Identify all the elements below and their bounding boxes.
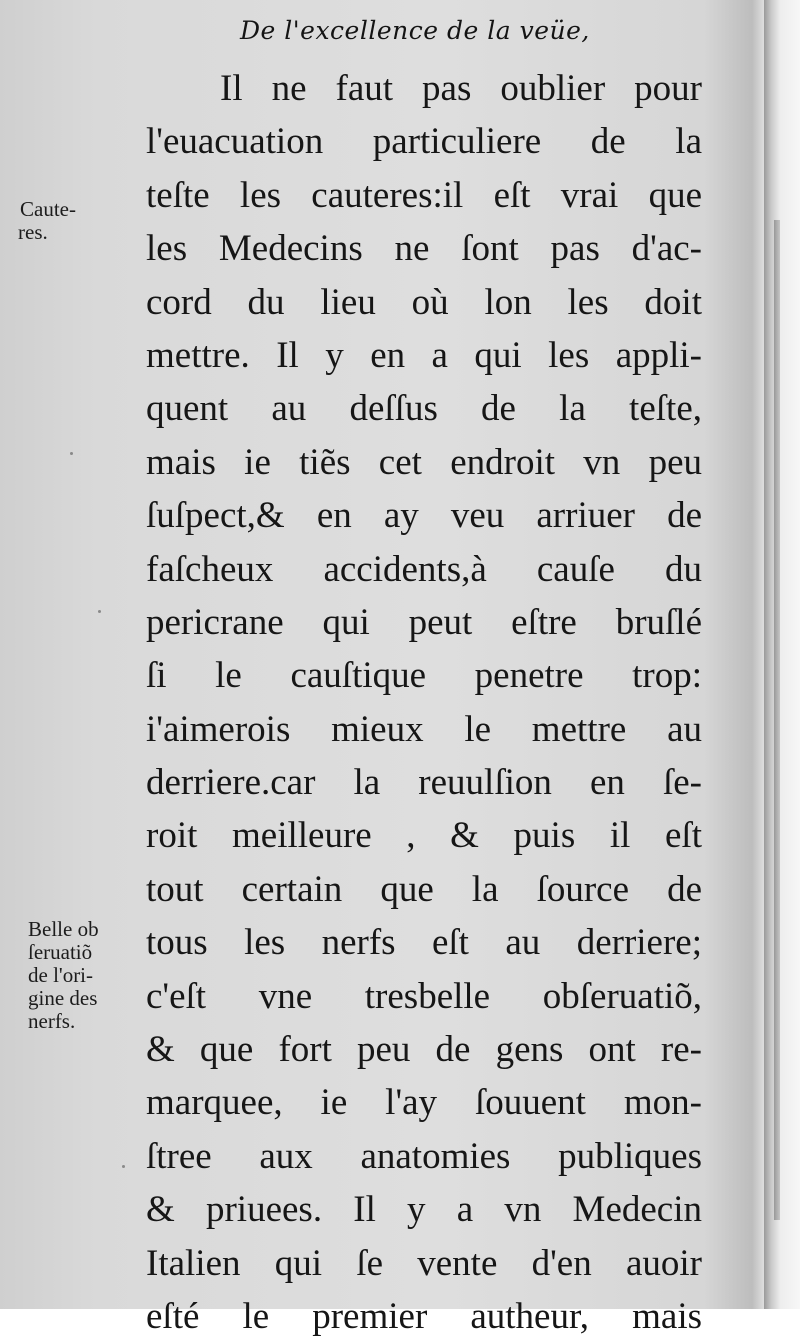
body-line: teſte les cauteres:il eſt vrai que <box>146 174 702 216</box>
body-line: tous les nerfs eſt au derriere; <box>146 922 702 964</box>
margin-note-line: de l'ori- <box>28 963 94 987</box>
body-line: Il ne faut pas oublier pour <box>220 68 702 109</box>
body-line: pericrane qui peut eſtre bruſlé <box>146 601 702 643</box>
running-head: De l'excellence de la veüe, <box>240 16 590 45</box>
body-line: c'eſt vne tresbelle obſeruatiõ, <box>146 975 702 1017</box>
body-line: Italien qui ſe vente d'en auoir <box>146 1242 702 1284</box>
body-line: i'aimerois mieux le mettre au <box>146 708 702 750</box>
body-line: quent au deſſus de la teſte, <box>146 388 702 430</box>
body-line: marquee, ie l'ay ſouuent mon- <box>146 1082 702 1124</box>
body-line: tout certain que la ſource de <box>146 868 702 910</box>
margin-note-line: ſeruatiõ <box>28 940 93 964</box>
body-text <box>146 62 702 1343</box>
body-line: & que fort peu de gens ont re- <box>146 1029 702 1071</box>
margin-note-line: Belle ob <box>28 917 99 941</box>
body-line: roit meilleure , & puis il eſt <box>146 815 702 857</box>
margin-note-line: gine des <box>28 986 98 1010</box>
page-edge <box>764 0 800 1309</box>
margin-note-line: res. <box>18 220 48 244</box>
body-line: l'euacuation particuliere de la <box>146 121 702 163</box>
paper-speck <box>70 452 73 455</box>
margin-note-line: Caute- <box>20 197 76 221</box>
body-line: ſtree aux anatomies publiques <box>146 1135 702 1177</box>
paper-speck <box>122 1165 125 1168</box>
body-line: eſté le premier autheur, mais <box>146 1295 702 1337</box>
body-line: mais ie tiẽs cet endroit vn peu <box>146 441 702 483</box>
margin-note-belle-observation <box>28 918 99 1033</box>
body-line: & priuees. Il y a vn Medecin <box>146 1189 702 1231</box>
body-line: ſi le cauſtique penetre trop: <box>146 655 702 697</box>
body-line: les Medecins ne ſont pas d'ac- <box>146 228 702 270</box>
paper-speck <box>98 610 101 613</box>
page-fold-shadow <box>774 220 780 1220</box>
body-line: ſuſpect,& en ay veu arriuer de <box>146 495 702 537</box>
margin-note-line: nerfs. <box>28 1009 76 1033</box>
body-line: derriere.car la reuulſion en ſe- <box>146 762 702 804</box>
body-line: cord du lieu où lon les doit <box>146 281 702 323</box>
margin-note-cauteres <box>20 198 76 244</box>
body-line: faſcheux accidents,à cauſe du <box>146 548 702 590</box>
body-line: mettre. Il y en a qui les appli- <box>146 334 702 376</box>
